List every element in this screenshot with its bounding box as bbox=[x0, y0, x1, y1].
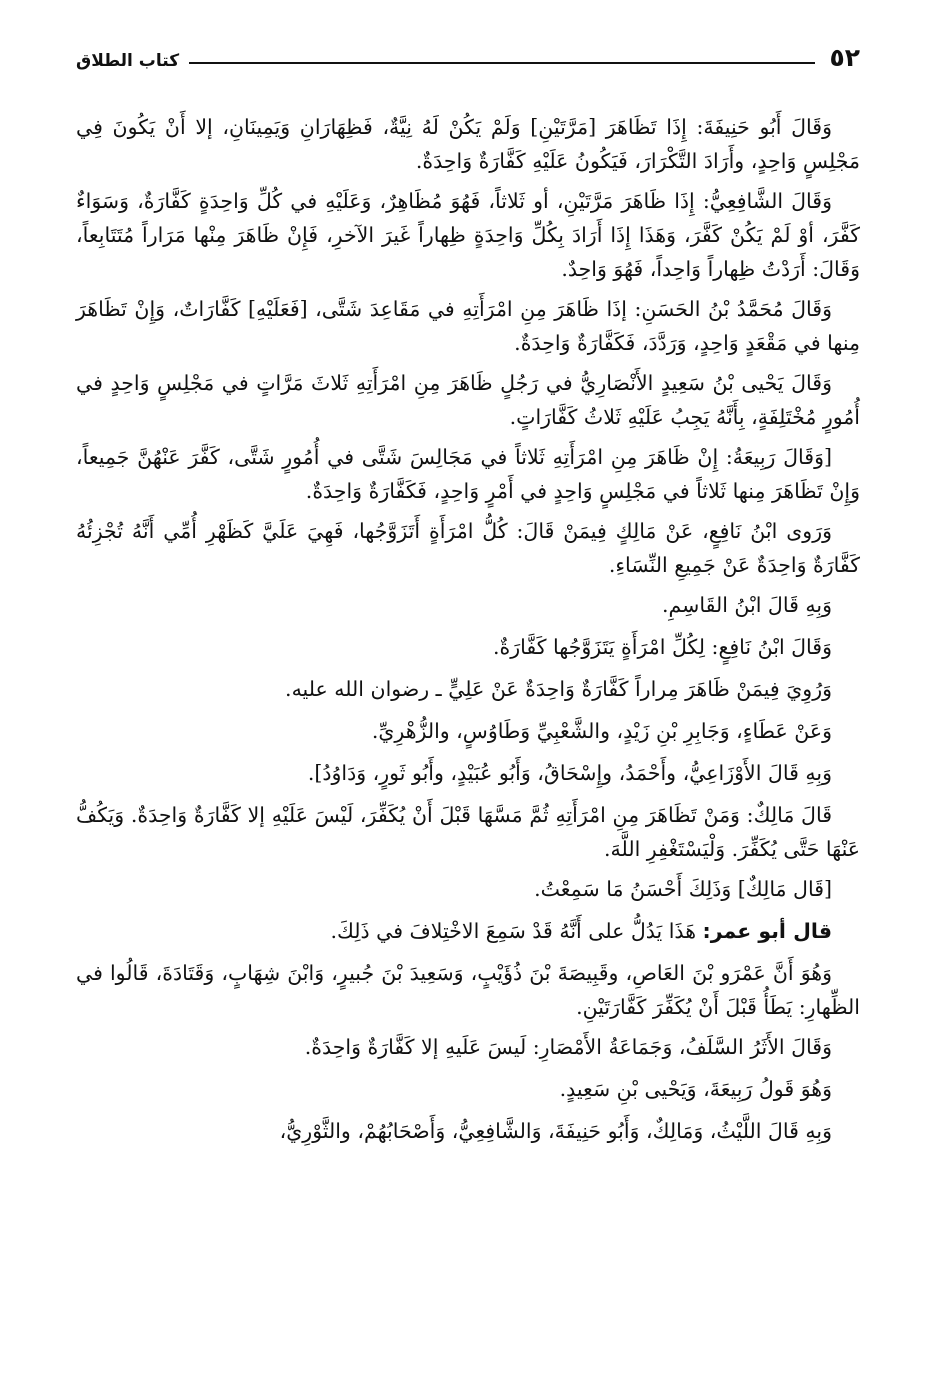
paragraph: قَالَ مَالِكٌ: وَمَنْ تَظَاهَرَ مِنِ امْرَأَتِهِ ثُمَّ مَسَّهَا قَبْلَ أَنْ يُكَفِّرَ، لَيْسَ عَلَيْهِ إلا كَفَّارَةٌ وَاحِدَةٌ. وَيَكُفُّ عَنْهَا حَتَّى يُكَفِّرَ. وَلْيَسْتَغْفِرِ اللَّهَ. bbox=[76, 803, 860, 861]
paragraph: وَقَالَ الأَثَرُ السَّلَفُ، وَجَمَاعَةُ الأَمْصَارِ: لَيسَ عَلَيهِ إلا كَفَّارَةٌ وَاحِدَةٌ. bbox=[304, 1035, 832, 1059]
paragraph: وَبِهِ قَالَ ابْنُ القَاسِمِ. bbox=[662, 593, 832, 617]
header-rule bbox=[189, 62, 815, 64]
paragraph: وَقَالَ مُحَمَّدُ بْنُ الحَسَنِ: إذَا ظَاهَرَ مِنِ امْرَأَتِهِ في مَقَاعِدَ شَتَّى، [فَعَلَيْهِ] كَفَّارَاتٌ، وَإِنْ تَظَاهَرَ مِنها في مَقْعَدٍ وَاحِدٍ، وَرَدَّدَ، فَكَفَّارَةٌ وَاحِدَةٌ. bbox=[76, 297, 860, 355]
paragraph: وَقَالَ ابْنُ نَافِعٍ: لِكُلِّ امْرَأَةٍ يَتَزَوَّجُها كَفَّارَةٌ. bbox=[492, 635, 832, 659]
paragraph: وَعَنْ عَطَاءٍ، وَجَابِرِ بْنِ زَيْدٍ، والشَّعْبِيِّ وَطَاوُسٍ، والزُّهْرِيِّ. bbox=[371, 719, 832, 743]
paragraph-text: هَذَا يَدُلُّ على أَنَّهُ قَدْ سَمِعَ الاخْتِلافَ في ذَلِكَ. bbox=[330, 919, 703, 943]
page-number: ٥٢ bbox=[829, 43, 860, 72]
paragraph: [قَال مَالِكٌ] وَذَلِكَ أَحْسَنُ مَا سَمِعْتُ. bbox=[534, 877, 832, 901]
body-text bbox=[76, 110, 860, 1148]
paragraph: وَبِهِ قَالَ الأَوْزَاعِيُّ، وأَحْمَدُ، وإِسْحَاقُ، وَأَبُو عُبَيْدٍ، وأَبُو ثَورٍ، وَدَاوُدُ]. bbox=[307, 761, 832, 785]
paragraph bbox=[76, 914, 860, 948]
speaker-label: قال أبو عمر: bbox=[702, 919, 832, 943]
paragraph: وَبِهِ قَالَ اللَّيْثُ، وَمَالِكٌ، وَأَبُو حَنِيفَةَ، وَالشَّافِعِيُّ، وَأَصْحَابُهُمْ، والثَّوْرِيُّ، bbox=[279, 1119, 832, 1143]
book-title: كتاب الطلاق bbox=[76, 51, 180, 71]
paragraph: وَقَالَ يَحْيى بْنُ سَعِيدٍ الأَنْصَارِيُّ في رَجُلٍ ظَاهَرَ مِنِ امْرَأَتِهِ ثَلاثَ مَرَّاتٍ في مَجْلِسٍ وَاحِدٍ في أُمُورٍ مُخْتَلِفَةٍ، بِأَنَّهُ يَجِبُ عَلَيْهِ ثَلاثُ كَفَّارَاتٍ. bbox=[76, 371, 860, 429]
paragraph: وَقَالَ الشَّافِعِيُّ: إِذَا ظَاهَرَ مَرَّتَيْنِ، أو ثَلاثاً، فَهُوَ مُظَاهِرٌ، وَعَلَيْهِ في كُلِّ وَاحِدَةٍ كَفَّارَةٌ، وَسَوَاءٌ كَفَّرَ، أوْ لَمْ يَكُنْ كَفَّرَ، وَهَذَا إِذَا أَرَادَ بِكُلِّ وَاحِدَةٍ ظِهاراً غَيرَ الآخرِ، فَإِنْ ظَاهَرَ مِنْها مَرَاراً مُتَتَابِعاً، وَقَالَ: أَرَدْتُ ظِهاراً وَاحِداً، فَهُوَ وَاحِدٌ. bbox=[76, 189, 860, 281]
running-header bbox=[76, 30, 860, 70]
paragraph: وَهُوَ قَولُ رَبِيعَةَ، وَيَحْيى بْنِ سَعِيدٍ. bbox=[559, 1077, 832, 1101]
paragraph: وَقَالَ أَبُو حَنِيفَةَ: إِذَا تَظَاهَرَ [مَرَّتَيْنِ] وَلَمْ يَكُنْ لَهُ نِيَّةٌ، فَظِهَارَانِ وَيَمِينَانِ، إلا أَنْ يَكُونَ فِي مَجْلِسٍ وَاحِدٍ، وأَرَادَ التَّكْرَارَ، فَيَكُونُ عَلَيْهِ كَفَّارَةٌ وَاحِدَةٌ. bbox=[76, 115, 860, 173]
paragraph: [وَقَالَ رَبِيعَةُ: إِنْ ظَاهَرَ مِنِ امْرَأَتِهِ ثَلاثاً في مَجَالِسَ شَتَّى في أُمُورٍ شَتَّى، كَفَّرَ عَنْهُنَّ جَمِيعاً، وَإِنْ تَظَاهَرَ مِنها ثَلاثاً في مَجْلِسٍ وَاحِدٍ في أَمْرٍ وَاحِدٍ، فَكَفَّارَةٌ وَاحِدَةٌ. bbox=[76, 445, 860, 503]
paragraph: وَرَوى ابْنُ نَافِعٍ، عَنْ مَالِكٍ فِيمَنْ قَالَ: كُلُّ امْرَأَةٍ أَتَزَوَّجُها، فَهِيَ عَلَيَّ كَظَهْرِ أُمِّي أَنَّهُ تُجْزِئُهُ كَفَّارَةٌ وَاحِدَةٌ عَنْ جَمِيعِ النِّسَاءِ. bbox=[76, 519, 860, 577]
paragraph: وَهُوَ أَنَّ عَمْرَو بْنَ العَاصِ، وقَبِيصَةَ بْنَ ذُؤَيْبٍ، وَسَعِيدَ بْنَ جُبيرٍ، وَابْنَ شِهَابٍ، وَقَتَادَةَ، قَالُوا في الظِّهارِ: يَطَأُ قَبْلَ أَنْ يُكَفِّرَ كَفَّارَتَيْنِ. bbox=[76, 961, 860, 1019]
paragraph: وَرُوِيَ فِيمَنْ ظَاهَرَ مِراراً كَفَّارَةٌ وَاحِدَةٌ عَنْ عَلِيٍّ ـ رضوان الله عليه. bbox=[285, 677, 832, 701]
